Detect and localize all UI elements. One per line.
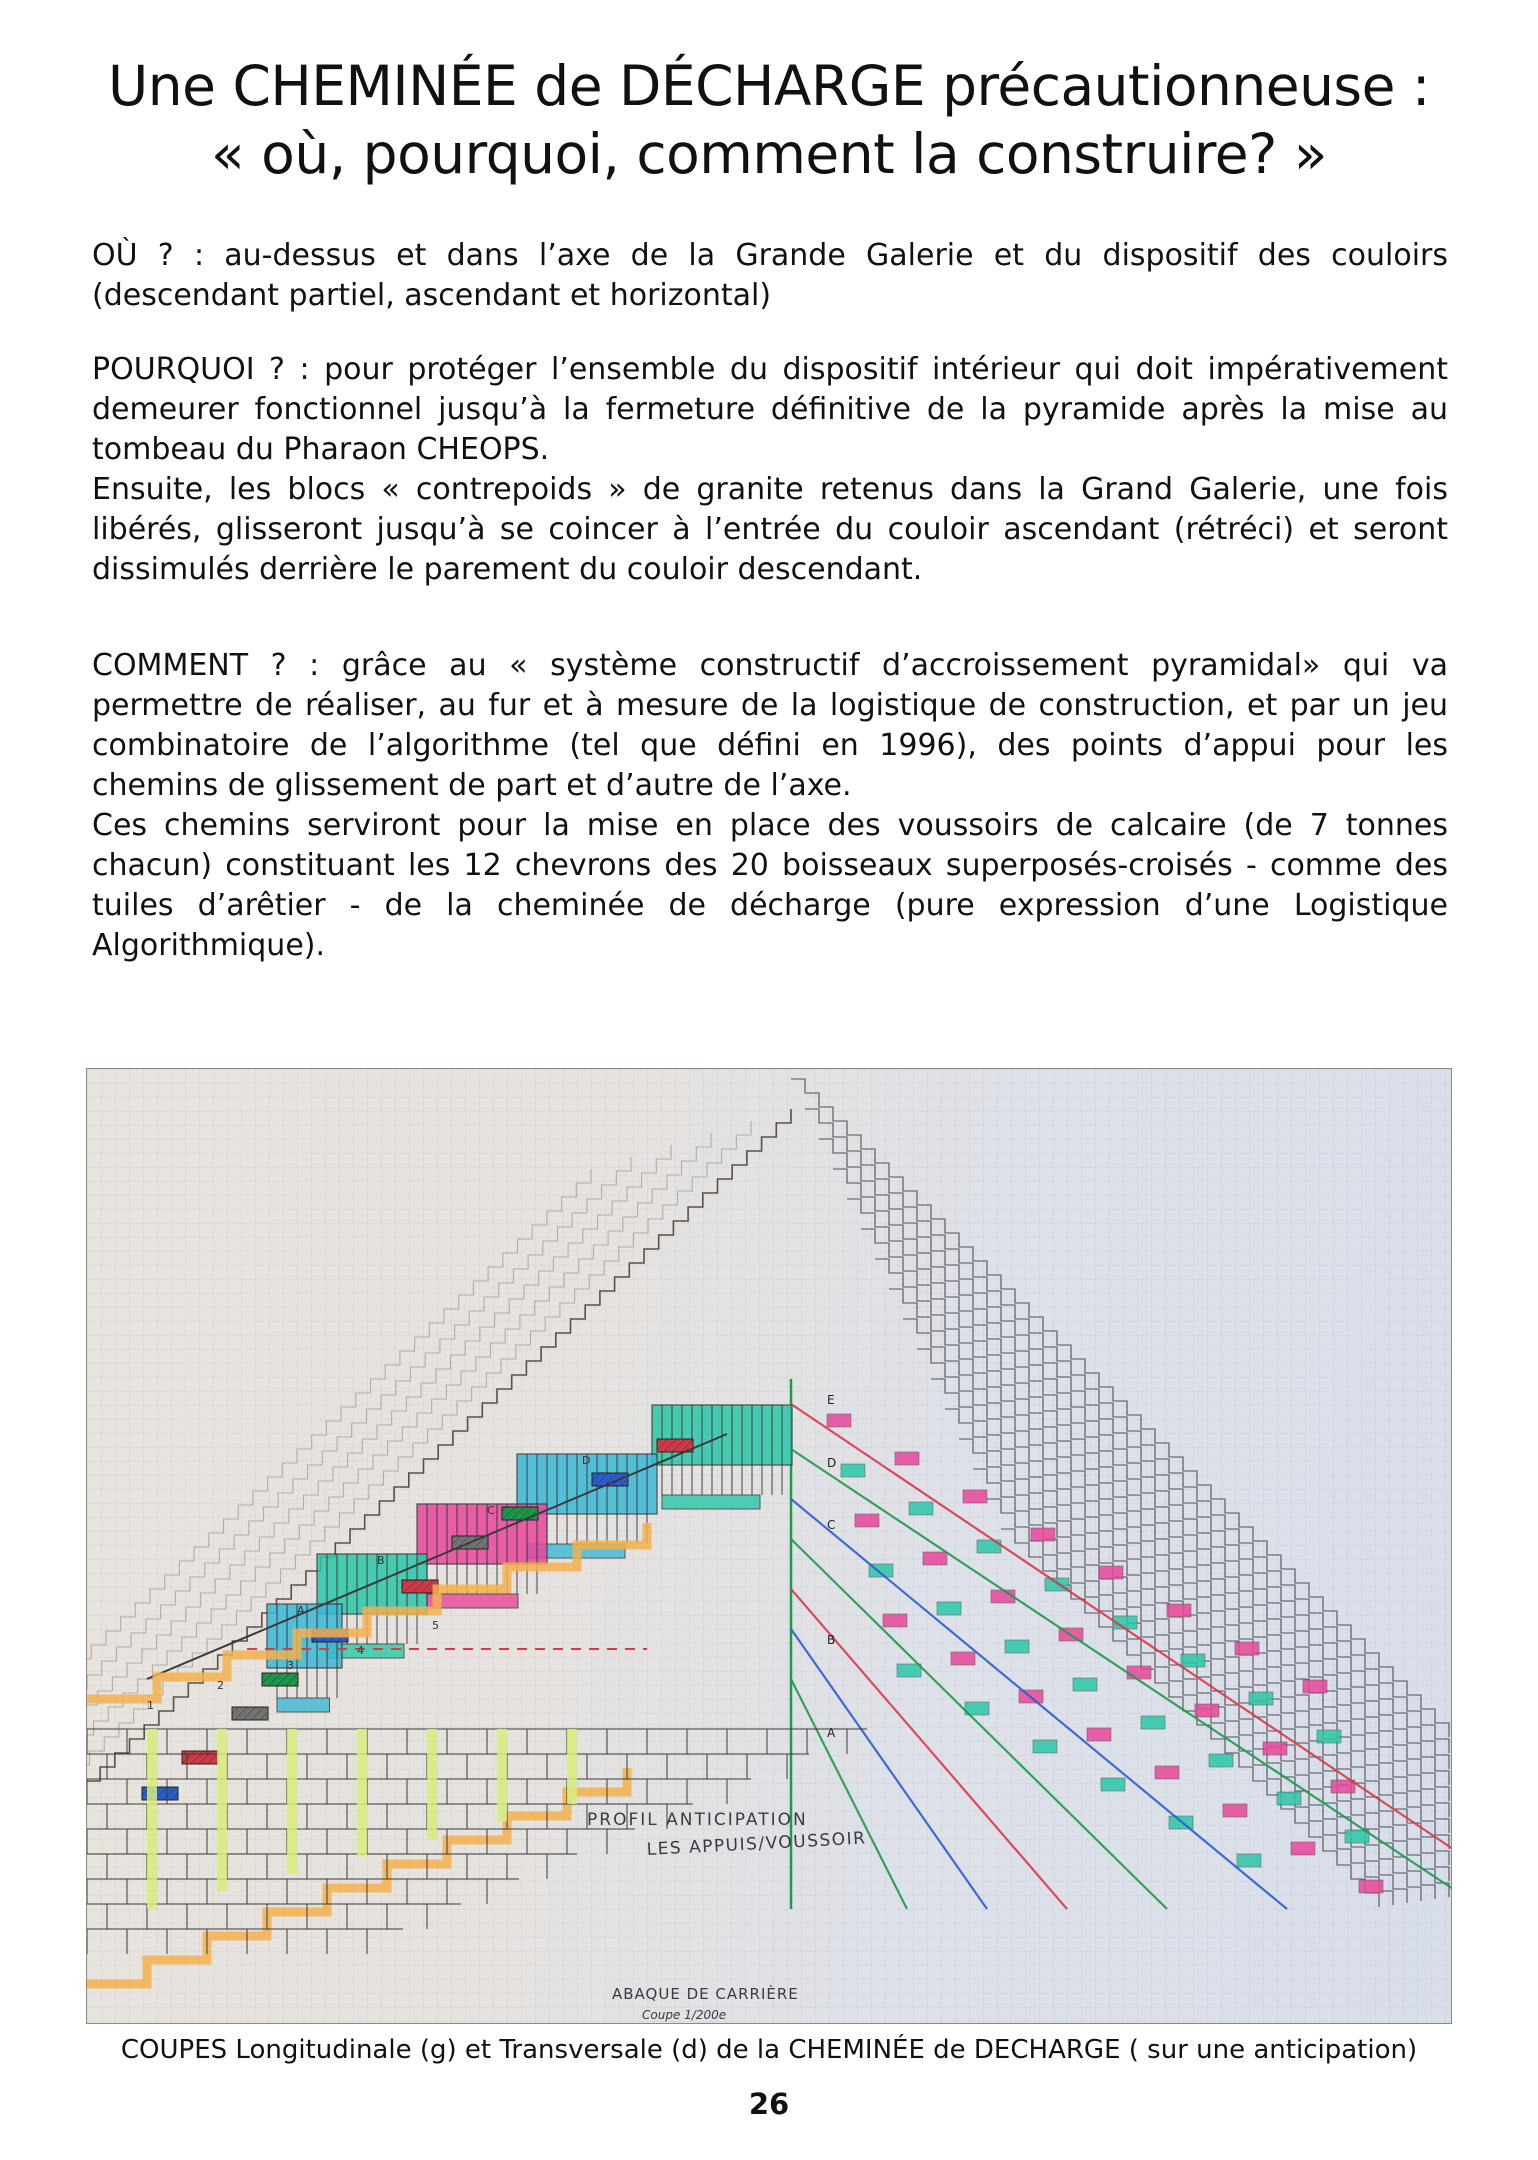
voussoir-sill bbox=[662, 1495, 760, 1509]
right-voussoir-block bbox=[1005, 1640, 1029, 1653]
paragraph-ou: OÙ ? : au-dessus et dans l’axe de la Grande Galerie et du dispositif des couloirs (descendant partiel, ascendant et horizontal) bbox=[92, 238, 1448, 313]
right-voussoir-block bbox=[1249, 1692, 1273, 1705]
right-voussoir-block bbox=[909, 1502, 933, 1515]
right-voussoir-block bbox=[1359, 1880, 1383, 1893]
right-voussoir-block bbox=[1099, 1566, 1123, 1579]
right-voussoir-block bbox=[897, 1664, 921, 1677]
block-label-right: B bbox=[827, 1633, 836, 1647]
right-voussoir-block bbox=[841, 1464, 865, 1477]
right-voussoir-block bbox=[827, 1414, 851, 1427]
right-voussoir-block bbox=[1141, 1716, 1165, 1729]
figure-caption: COUPES Longitudinale (g) et Transversale (d) de la CHEMINÉE de DECHARGE ( sur une anticipation) bbox=[120, 2035, 1418, 2065]
right-voussoir-block bbox=[1195, 1704, 1219, 1717]
block-label-right: C bbox=[827, 1518, 836, 1532]
title-line-2: « où, pourquoi, comment la construire? » bbox=[211, 122, 1327, 186]
hatch-overlay bbox=[262, 1673, 298, 1686]
block-label-left: 4 bbox=[357, 1644, 364, 1657]
right-voussoir-block bbox=[1291, 1842, 1315, 1855]
section-ou bbox=[92, 236, 1448, 316]
right-voussoir-block bbox=[1237, 1854, 1261, 1867]
right-voussoir-block bbox=[1223, 1804, 1247, 1817]
right-voussoir-block bbox=[1087, 1728, 1111, 1741]
right-voussoir-block bbox=[1235, 1642, 1259, 1655]
right-voussoir-block bbox=[1031, 1528, 1055, 1541]
paragraph-pourquoi-2: Ensuite, les blocs « contrepoids » de granite retenus dans la Grand Galerie, une fois libérés, glisseront jusqu’à se coincer à l’entrée du couloir ascendant (rétréci) et seront dissimulés derrière le parement du couloir descendant. bbox=[92, 472, 1448, 587]
right-voussoir-block bbox=[923, 1552, 947, 1565]
yellow-marker-column bbox=[357, 1729, 367, 1857]
graph-paper-grid bbox=[87, 1069, 1452, 2024]
block-label-right: E bbox=[827, 1393, 835, 1407]
annotation-abaque-line1: ABAQUE DE CARRIÈRE bbox=[612, 1985, 799, 2003]
paragraph-comment-1: COMMENT ? : grâce au « système constructif d’accroissement pyramidal» qui va permettre de réaliser, au fur et à mesure de la logistique de construction, et par un jeu combinatoire de l’algorithme (tel que défini en 1996), des points d’appui pour les chemins de glissement de part et d’autre de l’axe. bbox=[92, 648, 1448, 803]
right-voussoir-block bbox=[883, 1614, 907, 1627]
block-label-right: A bbox=[827, 1726, 836, 1740]
right-voussoir-block bbox=[951, 1652, 975, 1665]
right-voussoir-block bbox=[855, 1514, 879, 1527]
yellow-marker-column bbox=[217, 1729, 227, 1892]
section-comment bbox=[92, 646, 1448, 966]
right-voussoir-block bbox=[937, 1602, 961, 1615]
right-voussoir-block bbox=[895, 1452, 919, 1465]
yellow-marker-column bbox=[567, 1729, 577, 1804]
paragraph-comment-2: Ces chemins serviront pour la mise en place des voussoirs de calcaire (de 7 tonnes chacun) constituant les 12 chevrons des 20 boisseaux superposés-croisés - comme des tuiles d’arêtier - de la cheminée de décharge (pure expression d’une Logistique Algorithmique). bbox=[92, 808, 1448, 963]
block-label-left: B bbox=[377, 1554, 385, 1567]
right-voussoir-block bbox=[1209, 1754, 1233, 1767]
page-title bbox=[0, 52, 1538, 188]
title-line-1: Une CHEMINÉE de DÉCHARGE précautionneuse : bbox=[108, 54, 1430, 118]
annotation-profil-line1: PROFIL ANTICIPATION bbox=[587, 1810, 808, 1830]
right-voussoir-block bbox=[1303, 1680, 1327, 1693]
block-label-right: D bbox=[827, 1456, 837, 1470]
yellow-marker-column bbox=[497, 1729, 507, 1822]
right-voussoir-block bbox=[1181, 1654, 1205, 1667]
page-number: 26 bbox=[748, 2087, 790, 2121]
yellow-marker-column bbox=[427, 1729, 437, 1839]
right-voussoir-block bbox=[1167, 1604, 1191, 1617]
yellow-marker-column bbox=[287, 1729, 297, 1874]
paragraph-pourquoi-1: POURQUOI ? : pour protéger l’ensemble du dispositif intérieur qui doit impérativement demeurer fonctionnel jusqu’à la fermeture définitive de la pyramide après la mise au tombeau du Pharaon CHEOPS. bbox=[92, 352, 1448, 467]
block-label-left: 2 bbox=[217, 1679, 224, 1692]
hatch-overlay bbox=[502, 1507, 538, 1520]
right-voussoir-block bbox=[1033, 1740, 1057, 1753]
right-voussoir-block bbox=[1101, 1778, 1125, 1791]
right-voussoir-block bbox=[1277, 1792, 1301, 1805]
right-voussoir-block bbox=[963, 1490, 987, 1503]
block-label-left: 3 bbox=[287, 1659, 294, 1672]
block-label-left: 5 bbox=[432, 1619, 439, 1632]
right-voussoir-block bbox=[1317, 1730, 1341, 1743]
block-label-left: D bbox=[582, 1454, 591, 1467]
right-voussoir-block bbox=[1073, 1678, 1097, 1691]
yellow-marker-column bbox=[147, 1729, 157, 1909]
drawing-canvas bbox=[87, 1069, 1452, 2024]
block-label-left: 1 bbox=[147, 1699, 154, 1712]
block-label-left: A bbox=[297, 1604, 305, 1617]
block-label-left: C bbox=[487, 1504, 495, 1517]
annotation-profil-line2: LES APPUIS/VOUSSOIR bbox=[646, 1828, 867, 1860]
right-voussoir-block bbox=[1127, 1666, 1151, 1679]
hatch-overlay bbox=[232, 1707, 268, 1720]
right-voussoir-block bbox=[1263, 1742, 1287, 1755]
cross-section-drawing bbox=[86, 1068, 1452, 2024]
right-voussoir-block bbox=[1155, 1766, 1179, 1779]
section-pourquoi bbox=[92, 350, 1448, 590]
annotation-abaque-line2: Coupe 1/200e bbox=[642, 2008, 727, 2022]
voussoir-sill bbox=[277, 1698, 330, 1712]
